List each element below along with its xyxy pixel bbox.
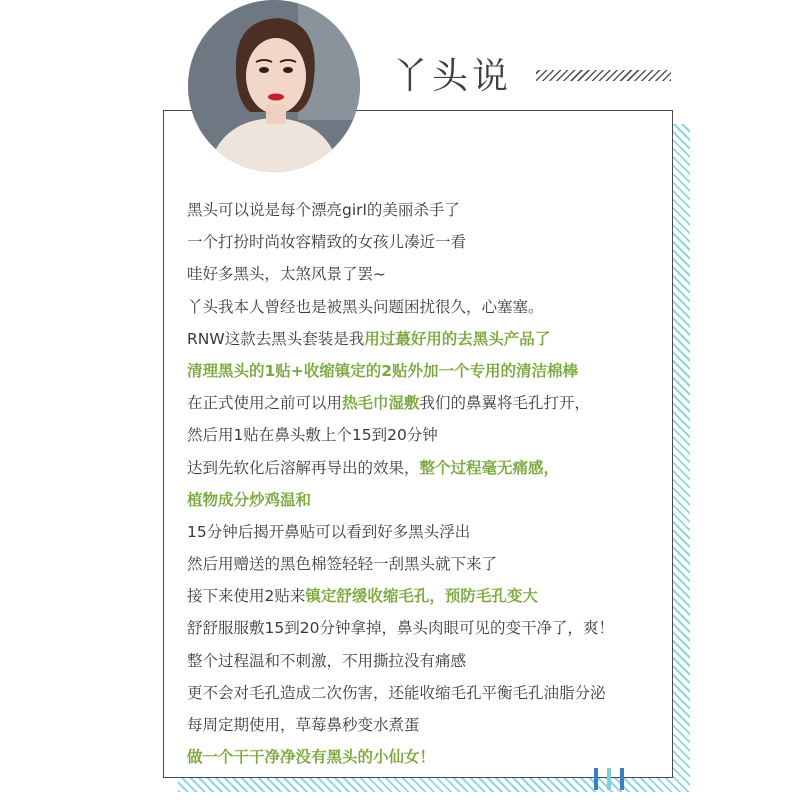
deco-bar-blue-2 (620, 768, 624, 790)
title-hatch-decoration (536, 70, 671, 81)
author-avatar (188, 0, 360, 172)
text-line (187, 291, 657, 323)
plain-text: 15分钟后揭开鼻贴可以看到好多黑头浮出 (187, 522, 471, 541)
text-line (187, 355, 657, 387)
text-line (187, 645, 657, 677)
body-text (187, 194, 657, 773)
plain-text: 达到先软化后溶解再导出的效果， (187, 458, 420, 477)
plain-text: 舒舒服服敷15到20分钟拿掉，鼻头肉眼可见的变干净了，爽！ (187, 619, 614, 638)
text-line (187, 677, 657, 709)
plain-text: 哇好多黑头，太煞风景了罢~ (187, 265, 386, 284)
plain-text: 然后用1贴在鼻头敷上个15到20分钟 (187, 426, 438, 445)
text-line (187, 484, 657, 516)
text-line (187, 548, 657, 580)
deco-bar-blue-1 (594, 768, 598, 790)
highlight-text: 植物成分炒鸡温和 (187, 490, 312, 509)
plain-text: 接下来使用2贴来 (187, 587, 306, 606)
plain-text: 每周定期使用，草莓鼻秒变水煮蛋 (187, 716, 420, 734)
plain-text: 一个打扮时尚妆容精致的女孩儿凑近一看 (187, 233, 467, 252)
text-line (187, 709, 657, 741)
plain-text: RNW这款去黑头套装是我 (187, 329, 365, 348)
text-line (187, 516, 657, 548)
text-line (187, 580, 657, 612)
text-line (187, 612, 657, 644)
text-line (187, 419, 657, 451)
section-title: 丫头说 (392, 56, 513, 97)
plain-text: 在正式使用之前可以用 (187, 394, 343, 413)
plain-text: 然后用赠送的黑色棉签轻轻一刮黑头就下来了 (187, 555, 498, 574)
highlight-text: 做一个干干净净没有黑头的小仙女！ (187, 748, 436, 767)
plain-text: 黑头可以说是每个漂亮girl的美丽杀手了 (187, 201, 460, 219)
highlight-text: 热毛巾湿敷 (342, 394, 420, 413)
plain-text: 整个过程温和不刺激，不用撕拉没有痛感 (187, 651, 467, 670)
plain-text: 丫头我本人曾经也是被黑头问题困扰很久，心塞塞。 (187, 297, 544, 316)
plain-text: 我们的鼻翼将毛孔打开， (419, 394, 591, 413)
text-line (187, 226, 657, 258)
deco-bar-teal (607, 768, 611, 790)
highlight-text: 镇定舒缓收缩毛孔，预防毛孔变大 (305, 587, 538, 606)
highlight-text: 整个过程毫无痛感， (419, 458, 560, 477)
text-line (187, 323, 657, 355)
text-line (187, 194, 657, 226)
plain-text: 更不会对毛孔造成二次伤害，还能收缩毛孔平衡毛孔油脂分泌 (187, 683, 606, 702)
text-line (187, 258, 657, 290)
portrait-illustration (188, 0, 360, 172)
text-line (187, 452, 657, 484)
highlight-text: 用过蕞好用的去黑头产品了 (364, 329, 551, 348)
text-line (187, 387, 657, 419)
text-line (187, 741, 657, 773)
highlight-text: 清理黑头的1贴+收缩镇定的2贴外加一个专用的清洁棉棒 (187, 361, 579, 380)
